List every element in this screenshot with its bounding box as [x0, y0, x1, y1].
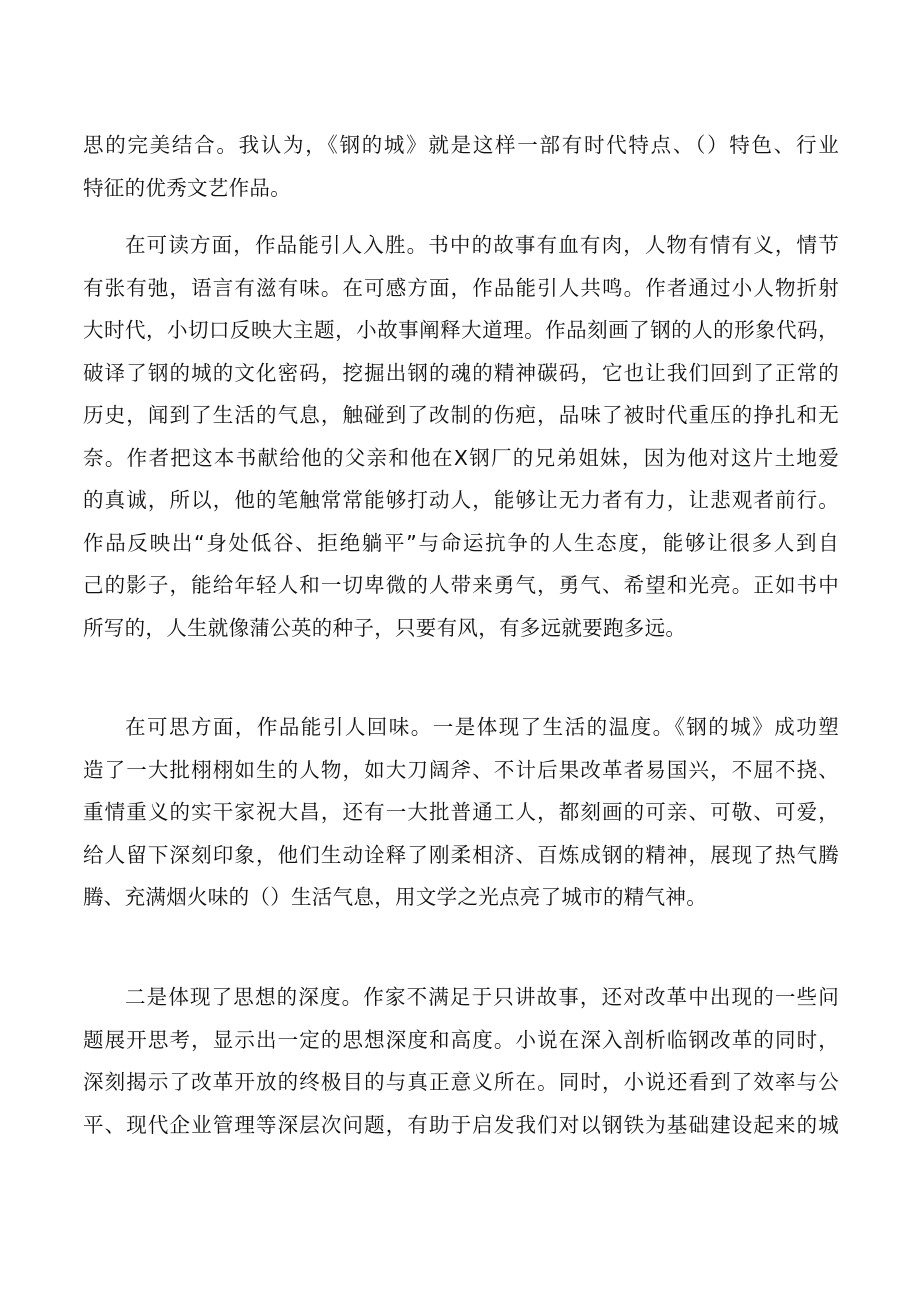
text-line: 历史，闻到了生活的气息，触碰到了改制的伤疤，品味了被时代重压的挣扎和无 [83, 403, 839, 427]
text-line: 特征的优秀文艺作品。 [83, 175, 291, 200]
text-line: 深刻揭示了改革开放的终极目的与真正意义所在。同时，小说还看到了效率与公 [83, 1070, 839, 1094]
paragraph [83, 706, 839, 919]
text-line: 给人留下深刻印象，他们生动诠释了刚柔相济、百炼成钢的精神，展现了热气腾 [83, 842, 839, 867]
text-line: 己的影子，能给年轻人和一切卑微的人带来勇气，勇气、希望和光亮。正如书中 [83, 573, 839, 597]
text-line: 有张有弛，语言有滋有味。在可感方面，作品能引人共鸣。作者通过小人物折射 [83, 275, 839, 300]
text-line: 题展开思考，显示出一定的思想深度和高度。小说在深入剖析临钢改革的同时， [83, 1027, 839, 1052]
text-line: 重情重义的实干家祝大昌，还有一大批普通工人，都刻画的可亲、可敬、可爱， [83, 800, 839, 824]
paragraph [83, 976, 839, 1146]
text-line: 的真诚，所以，他的笔触常常能够打动人，能够让无力者有力，让悲观者前行。 [83, 488, 839, 512]
text-line: 平、现代企业管理等深层次问题，有助于启发我们对以钢铁为基础建设起来的城 [83, 1112, 839, 1137]
text-line: 大时代，小切口反映大主题，小故事阐释大道理。作品刻画了钢的人的形象代码， [83, 318, 839, 342]
text-line: 在可读方面，作品能引人入胜。书中的故事有血有肉，人物有情有义，情节 [125, 233, 839, 257]
paragraph [83, 224, 839, 649]
text-line: 思的完美结合。我认为，《钢的城》就是这样一部有时代特点、（）特色、行业 [83, 133, 839, 157]
text-line: 所写的，人生就像蒲公英的种子，只要有风，有多远就要跑多远。 [83, 615, 687, 640]
text-line: 作品反映出“身处低谷、拒绝躺平”与命运抗争的人生态度，能够让很多人到自 [83, 530, 839, 555]
text-line: 破译了钢的城的文化密码，挖掘出钢的魂的精神碳码，它也让我们回到了正常的 [83, 360, 839, 385]
text-line: 造了一大批栩栩如生的人物，如大刀阔斧、不计后果改革者易国兴，不屈不挠、 [83, 757, 839, 782]
paragraph [83, 124, 839, 209]
text-line: 奈。作者把这本书献给他的父亲和他在X钢厂的兄弟姐妹，因为他对这片土地爱 [83, 445, 839, 470]
text-line: 二是体现了思想的深度。作家不满足于只讲故事，还对改革中出现的一些问 [125, 985, 839, 1009]
text-line: 在可思方面，作品能引人回味。一是体现了生活的温度。《钢的城》成功塑 [125, 715, 839, 739]
text-line: 腾、充满烟火味的（）生活气息，用文学之光点亮了城市的精气神。 [83, 885, 707, 909]
